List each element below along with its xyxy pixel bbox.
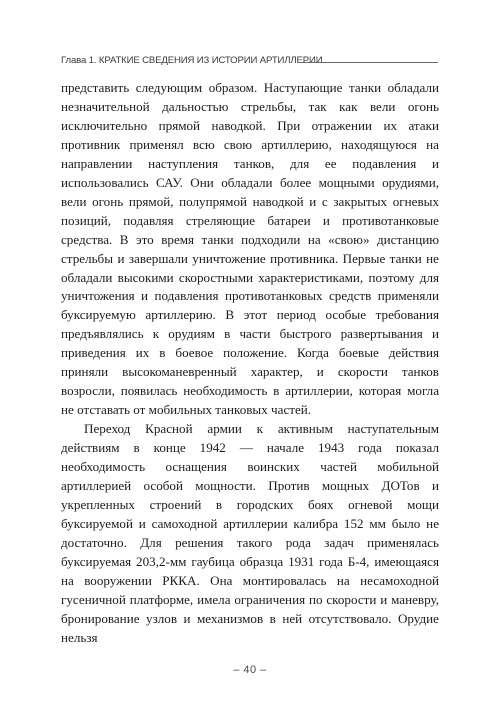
page-number: – 40 – bbox=[233, 664, 267, 676]
paragraph-1: представить следующим образом. Наступающие танки обладали незначительной дальностью стрельбы, так как вели огонь исключительно прямой наводкой. При отражении их атаки противник применял всю свою артиллерию, находящуюся на направлении наступления танков, для ее подавления и использовались САУ. Они обладали более мощными орудиями, вели огонь прямой, полупрямой наводкой и с закрытых огневых позиций, подавляя стреляющие батареи и противотанковые средства. В это время танки подходили на «свою» дистанцию стрельбы и завершали уничтожение противника. Первые танки не обладали высокими скоростными характеристиками, поэтому для уничтожения и подавления противотанковых средств применяли буксируемую артиллерию. В этот период особые требования предъявлялись к орудиям в части быстрого развертывания и приведения их в боевое положение. Когда боевые действия приняли высокоманевренный характер, и скорости танков возросли, появилась необходимость в артиллерии, которая могла не отставать от мобильных танковых частей. bbox=[61, 80, 439, 418]
paragraph-2: Переход Красной армии к активным наступательным действиям в конце 1942 — начале 1943 года показал необходимость оснащения воинских частей мобильной артиллерией особой мощности. Против мощных ДОТов и укрепленных строений в городских боях огневой мощи буксируемой и самоходной артиллерии калибра 152 мм было не достаточно. Для решения такого рода задач применялась буксируемая 203,2-мм гаубица образца 1931 года Б-4, имеющаяся на вооружении РККА. Она монтировалась на несамоходной гусеничной платформе, имела ограничения по скорости и маневру, бронирование узлов и механизмов в ней отсутствовало. Орудие нельзя bbox=[61, 421, 439, 645]
header-rule bbox=[302, 62, 438, 63]
running-head: Глава 1. КРАТКИЕ СВЕДЕНИЯ ИЗ ИСТОРИИ АРТИЛЛЕРИИ bbox=[61, 55, 323, 66]
body-text bbox=[61, 79, 439, 648]
